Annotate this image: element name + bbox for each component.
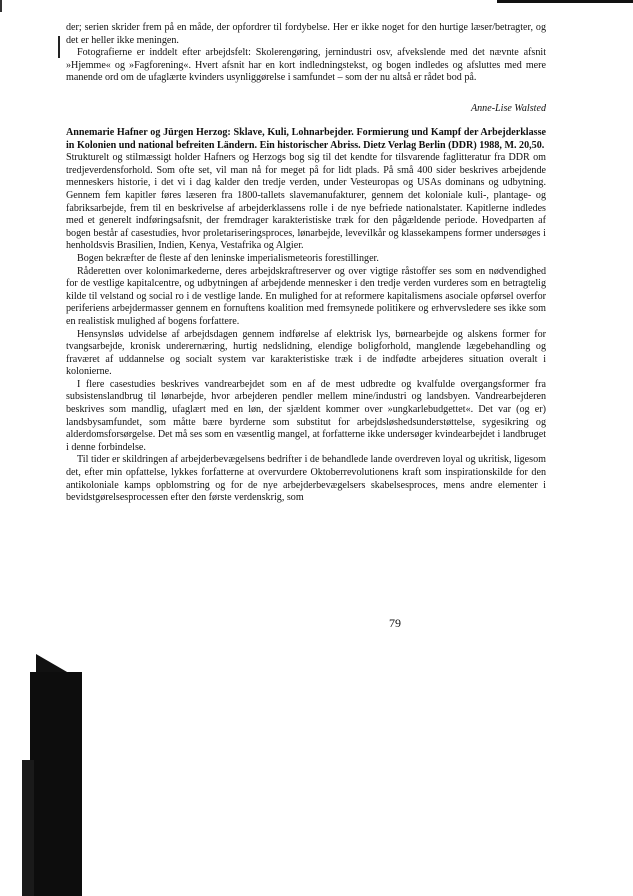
previous-review-ending [66,22,546,85]
paragraph: Bogen bekræfter de fleste af den leninske imperialismeteoris forestillinger. [77,252,379,264]
paragraph: Råderetten over kolonimarkederne, deres arbejdskraftreserver og over vigtige råstoffer ses som en nødvendighed for de vestlige kapitalcentre, og udbytningen af arbejdende mennesker i den tredje verden vurderes som en betragtelig kilde til velstand og social ro i de vestlige lande. En mulighed for at reformere kapitalismens asociale opførsel overfor periferiens arbejdermasser gennem en fornuftens koalition med fremsynede politikere og erhvervsledere ses ikke som en realistisk mulighed af bogens forfattere. [66,265,546,327]
paragraph: der; serien skrider frem på en måde, der opfordrer til fordybelse. Her er ikke noget for den hurtige læser/betragter, og det er heller ikke meningen. [66,22,546,46]
page-number: 79 [389,616,401,630]
paragraph: I flere casestudies beskrives vandrearbejdet som en af de mest udbredte og kvalfulde overgangsformer fra subsistenslandbrug til lønarbejde, hvor arbejderen pendler mellem mine/industri og landsbyen. Vandrearbejderen beskrives som mandlig, ufaglært med en løn, der sjældent kommer over »ungkarlebudgettet«. Det var (og er) landsbysamfundet, som måtte bære byrderne som substitut for arbejdsløshedsunderstøttelse, sygesikring og alderdomsforsørgelse. Det må ses som en væsentlig mangel, at forfatterne ikke undersøger kvindearbejdet i landbruget i denne forbindelse. [66,378,546,453]
paragraph: Hensynsløs udvidelse af arbejdsdagen gennem indførelse af elektrisk lys, børnearbejde og alskens former for tvangsarbejde, kronisk underernæring, hurtig nedslidning, elendige boligforhold, manglende lægebehandling og fraværet af uddannelse og socialt system var karakteristiske træk i de indfødte arbejderes situation overalt i kolonierne. [66,328,546,378]
paragraph: Fotografierne er inddelt efter arbejdsfelt: Skolerengøring, jernindustri osv, afvekslende med det nævnte afsnit »Hjemme« og »Fagforening«. Hvert afsnit har en kort indledningstekst, og bogen indledes og afsluttes med mere manende ord om de ufaglærte kvinders usynliggørelse i samfundet – som der nu altså er rådet bod på. [66,47,546,84]
book-review [66,127,546,505]
review-heading: Annemarie Hafner og Jürgen Herzog: Sklave, Kuli, Lohnarbejder. Formierung und Kampf der Arbejderklasse in Kolonien und national befreiten Ländern. Ein historischer Abriss. Dietz Verlag Berlin (DDR) 1988, M. 20,50. [66,127,546,151]
reviewer-signature: Anne-Lise Walsted [470,103,546,114]
scan-edge-top [497,0,633,3]
scan-shadow [22,760,34,896]
scan-shadow [30,672,82,896]
paragraph: Til tider er skildringen af arbejderbevægelsens bedrifter i de behandlede lande overdreven loyal og ukritisk, ligesom det, efter min opfattelse, lykkes forfatterne at overvurdere Oktoberrevolutionens kraft som inspirationskilde for den antikoloniale kamps opblomstring og for de nye arbejderbevægelsers skabelsesproces, mens andre elementer i bevidstgørelsesprocessen efter den første verdenskrig, som [66,454,546,504]
scan-mark-top-left [0,0,2,12]
paragraph: Strukturelt og stilmæssigt holder Hafners og Herzogs bog sig til det kendte for tilsvarende faglitteratur fra DDR om tredjeverdensforhold. Som ofte set, vil man nå for meget på for lidt plads. På små 400 sider beskrives arbejdende menneskers historie, i det vi i dag kalder den tredje verden, under Vesteuropas og USAs dominans og udbytning. Gennem fem kapitler føres læseren fra 1800-tallets slavemanufakturer, gennem det koloniale kuli-, plantage- og fabriksarbejde, frem til en beskrivelse af arbejderklassens rolle i de nye befriede nationalstater. Kapitlerne indledes med et generelt indføringsafsnit, der fremdrager karakteristiske træk for den pågældende periode. Hovedparten af bogen består af casestudies, hvor proletariseringsproces, lønarbejde, levevilkår og klassekampens former undersøges i henholdsvis Brasilien, Indien, Kenya, Vestafrika og Algier. [66,152,546,252]
margin-mark [58,36,60,58]
